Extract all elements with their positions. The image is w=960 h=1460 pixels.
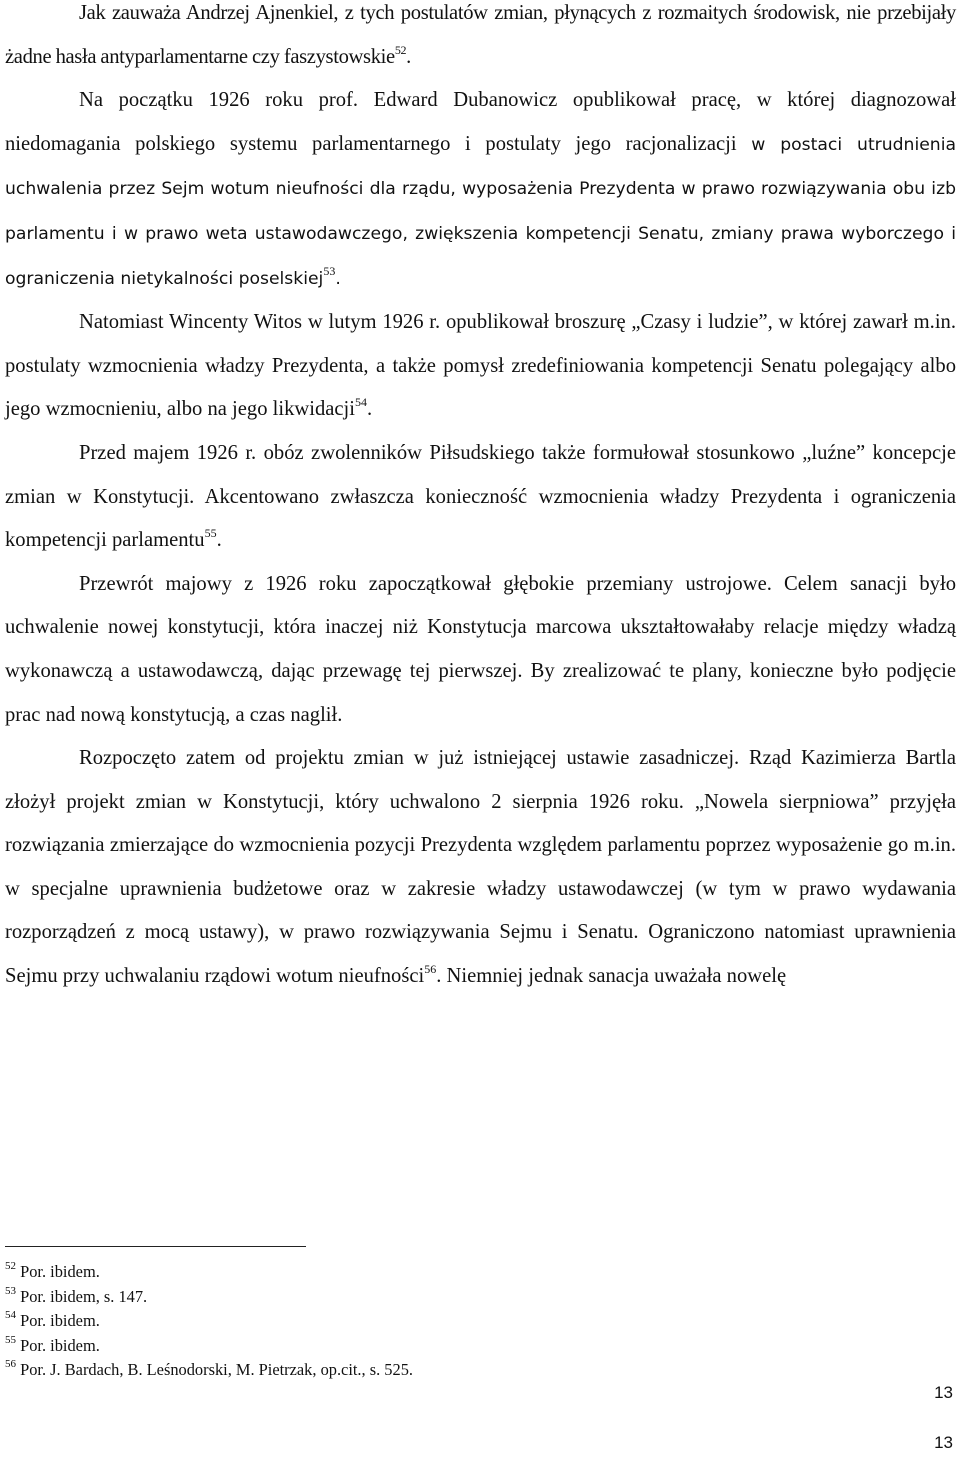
paragraph-5 [5,563,956,737]
paragraph-6: Rozpoczęto zatem od projektu zmian w już istniejącej ustawie zasadniczej. Rząd Kazimierza Bartla złożył projekt zmian w Konstytucji, który uchwalono 2 sierpnia 1926 roku. „Nowela sierpniowa” przyjęła rozwiązania zmierzające do wzmocnienia pozycji Prezydenta względem parlamentu poprzez wyposażenie go m.in. w specjalne uprawnienia budżetowe oraz w zakresie władzy ustawodawczej (w tym w prawo wydawania rozporządzeń z mocą ustawy), w prawo rozwiązywania Sejmu i Senatu. Ograniczono natomiast uprawnienia Sejmu przy uchwalaniu rządowi wotum nieufności$^{56}$. Niemniej jednak sanacja uważała nowelę [5,747,956,988]
footnote-ref-55[interactable]: 55 [204,526,217,541]
paragraph-6-text: Rozpoczęto zatem od projektu zmian w już istniejącej ustawie zasadniczej. Rząd Kazimierza Bartla złożył projekt zmian w Konstytucji, który uchwalono 2 sierpnia 1926 roku. „Nowela sierpniowa” przyjęła rozwiązania zmierzające do wzmocnienia pozycji Prezydenta względem parlamentu poprzez wyposażenie go m.in. w specjalne uprawnienia budżetowe oraz w zakresie władzy ustawodawczej (w tym w prawo wydawania rozporządzeń z mocą ustawy), w prawo rozwiązywania Sejmu i Senatu. Ograniczono natomiast uprawnienia Sejmu przy uchwalaniu rządowi wotum nieufności [5,747,956,988]
footnote-ref-56[interactable]: 56 [424,962,437,977]
paragraph-1: Jak zauważa Andrzej Ajnenkiel, z tych postulatów zmian, płynących z rozmaitych środowisk, nie przebijały żadne hasła antyparlamentarne czy faszystowskie$^{52}$. [5,2,956,68]
paragraph-1-text: Jak zauważa Andrzej Ajnenkiel, z tych postulatów zmian, płynących z rozmaitych środowisk, nie przebijały żadne hasła antyparlamentarne czy faszystowskie [5,2,956,68]
paragraph-3: Natomiast Wincenty Witos w lutym 1926 r. opublikował broszurę „Czasy i ludzie”, w której zawarł m.in. postulaty wzmocnienia władzy Prezydenta, a także pomysł zredefiniowania kompetencji Senatu polegający albo jego wzmocnieniu, albo na jego likwidacji$^{54}$. [5,311,956,421]
footnote-55: $^{55}$ Por. ibidem. [5,1333,100,1355]
footnotes [5,1260,413,1383]
paragraph-4: Przed majem 1926 r. obóz zwolenników Piłsudskiego także formułował stosunkowo „luźne” koncepcje zmian w Konstytucji. Akcentowano zwłaszcza konieczność wzmocnienia władzy Prezydenta i ograniczenia kompetencji parlamentu$^{55}$. [5,441,956,552]
paragraph-5-text: Przewrót majowy z 1926 roku zapoczątkował głębokie przemiany ustrojowe. Celem sanacji było uchwalenie nowej konstytucji, która inaczej niż Konstytucja marcowa ukształtowałaby relacje między władzą wykonawczą a ustawodawczą, dając przewagę tej pierwszej. By zrealizować te plany, konieczne było podjęcie prac nad nową konstytucją, a czas naglił. [5,572,956,726]
paragraph-2-sans-text: w postaci utrudnienia uchwalenia przez Sejm wotum nieufności dla rządu, wyposażenia Prezydenta w prawo rozwiązywania obu izb parlamentu i w prawo weta ustawodawczego, zwiększenia kompetencji Senatu, zmiany prawa wyborczego i ograniczenia nietykalności poselskiej [5,134,957,289]
footnote-ref-52[interactable]: 52 [394,42,407,57]
footnote-54: $^{54}$ Por. ibidem. [5,1309,100,1331]
main-text [5,0,956,999]
page-number: 13 [934,1383,953,1402]
footnote-56: $^{56}$ Por. J. Bardach, B. Leśnodorski, M. Pietrzak, op.cit., s. 525. [5,1358,413,1380]
footnote-52: $^{52}$ Por. ibidem. [5,1260,100,1281]
footnote-ref-54[interactable]: 54 [355,395,367,410]
paragraph-2: Na początku 1926 roku prof. Edward Dubanowicz opublikował pracę, w której diagnozował niedomagania polskiego systemu parlamentarnego i postulaty jego racjonalizacji w postaci utrudnienia uchwalenia przez Sejm wotum nieufności dla rządu, wyposażenia Prezydenta w prawo rozwiązywania obu izb parlamentu i w prawo weta ustawodawczego, zwiększenia kompetencji Senatu, zmiany prawa wyborczego i ograniczenia nietykalności poselskiej$^{53}$. [5,89,957,289]
paragraph-2-serif-text: Na początku 1926 roku prof. Edward Dubanowicz opublikował pracę, w której diagnozował niedomagania polskiego systemu parlamentarnego i postulaty jego racjonalizacji [5,89,956,155]
footnote-ref-53[interactable]: 53 [323,263,336,278]
footnote-separator [5,1246,306,1247]
paragraph-3-text: Natomiast Wincenty Witos w lutym 1926 r. opublikował broszurę „Czasy i ludzie”, w której zawarł m.in. postulaty wzmocnienia władzy Prezydenta, a także pomysł zredefiniowania kompetencji Senatu polegający albo jego wzmocnieniu, albo na jego likwidacji [5,311,956,421]
footnote-53: $^{53}$ Por. ibidem, s. 147. [5,1284,148,1306]
paragraph-4-text: Przed majem 1926 r. obóz zwolenników Piłsudskiego także formułował stosunkowo „luźne” koncepcje zmian w Konstytucji. Akcentowano zwłaszcza konieczność wzmocnienia władzy Prezydenta i ograniczenia kompetencji parlamentu [5,441,956,552]
page-number-bottom: 13 [934,1433,953,1452]
